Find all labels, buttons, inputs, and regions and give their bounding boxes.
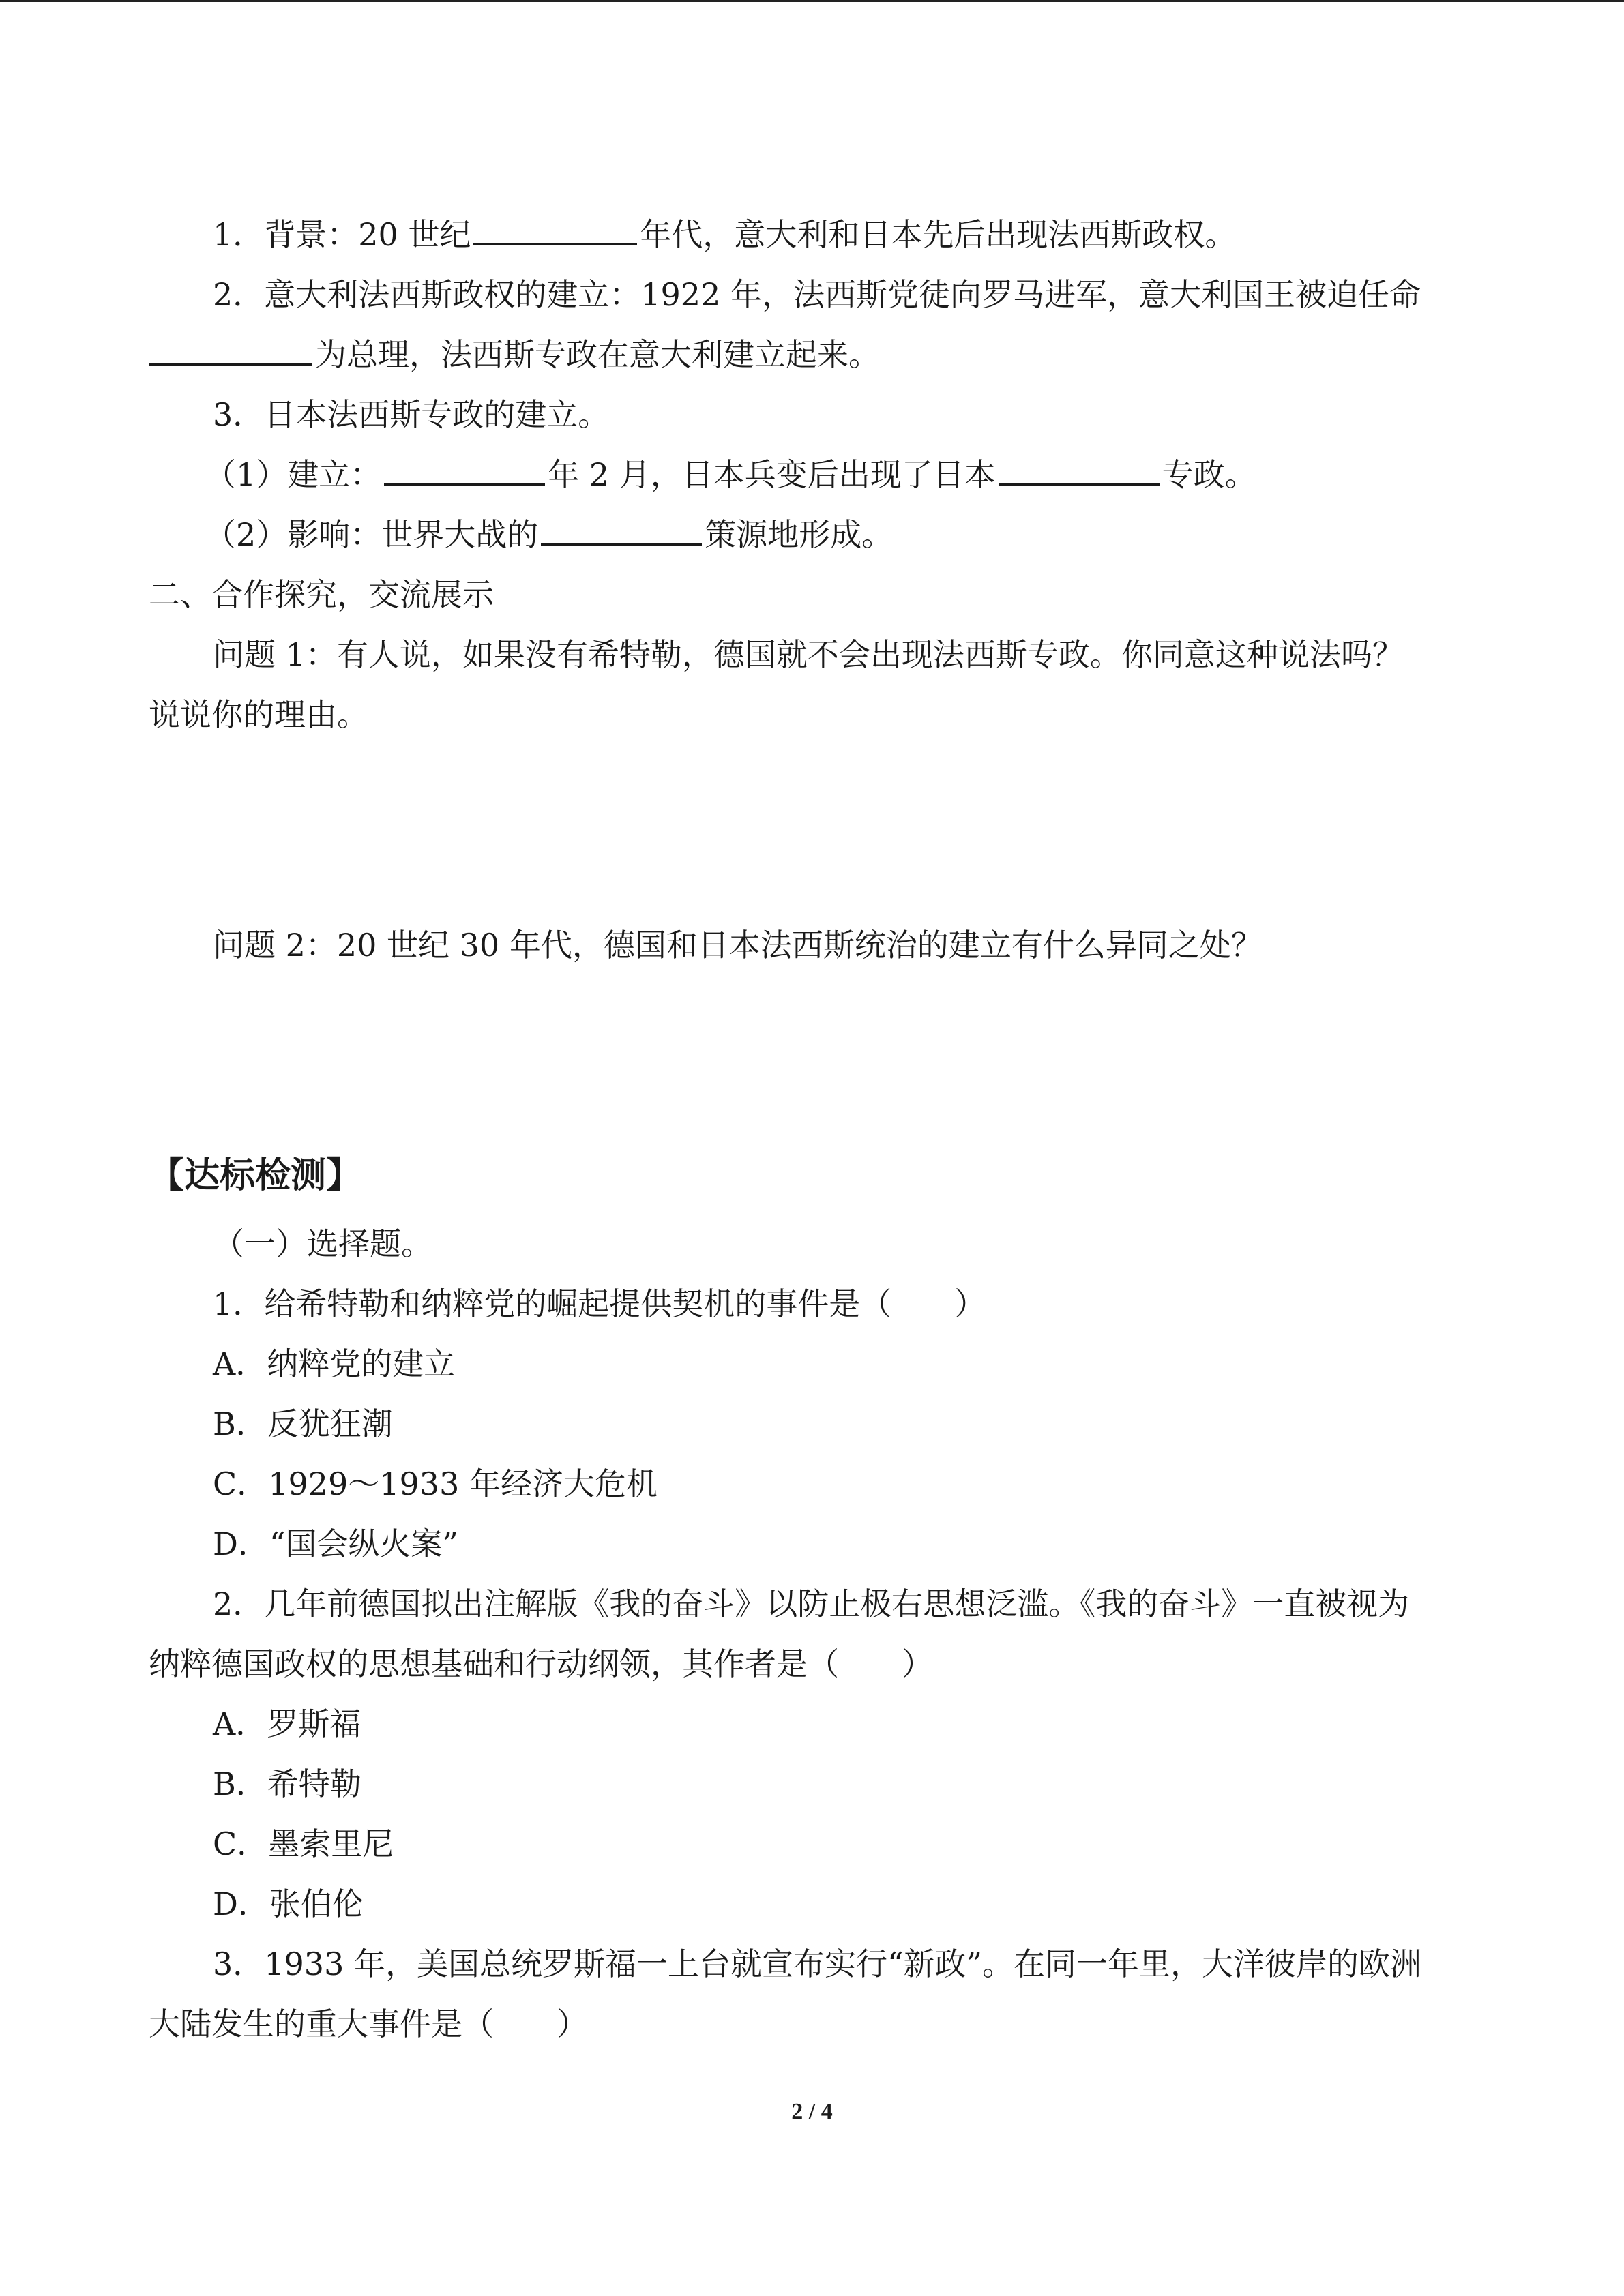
top-border-line <box>0 0 1624 2</box>
study-item-3-2 <box>149 505 1486 565</box>
mc1-stem-end: ） <box>954 1285 986 1322</box>
fill-blank[interactable] <box>473 213 637 245</box>
mc2-option-d: D．张伯伦 <box>213 1885 364 1922</box>
page-number: 2 / 4 <box>791 2099 833 2124</box>
mc1-option-c: C．1929～1933 年经济大危机 <box>213 1465 658 1502</box>
study-item-2-line2 <box>149 325 1486 385</box>
mc1-option-d: D．“国会纵火案” <box>213 1525 458 1562</box>
item2-suffix: 为总理，法西斯专政在意大利建立起来。 <box>315 336 880 373</box>
mc1-stem: 1．给希特勒和纳粹党的崛起提供契机的事件是（ <box>213 1285 892 1322</box>
cooperate-heading: 二、合作探究，交流展示 <box>149 576 494 613</box>
item3-1-middle: 年 2 月，日本兵变后出现了日本 <box>548 456 996 493</box>
mc-question-1 <box>149 1274 1486 1334</box>
answer-space[interactable] <box>149 975 1486 1132</box>
mc2-option-b: B．希特勒 <box>213 1765 361 1802</box>
mc2-stem-end: ） <box>902 1645 933 1682</box>
item1-prefix: 1．背景：20 世纪 <box>213 216 471 253</box>
question-1-line1: 问题 1：有人说，如果没有希特勒，德国就不会出现法西斯专政。你同意这种说法吗？ <box>213 636 1404 673</box>
mc2-stem: 纳粹德国政权的思想基础和行动纲领，其作者是（ <box>149 1645 839 1682</box>
study-item-3-1 <box>149 445 1486 505</box>
item3-2-prefix: （2）影响：世界大战的 <box>205 516 539 553</box>
mc-question-2-line1: 2．几年前德国拟出注解版《我的奋斗》以防止极右思想泛滥。《我的奋斗》一直被视为 <box>213 1585 1410 1622</box>
item1-suffix: 年代，意大利和日本先后出现法西斯政权。 <box>640 216 1237 253</box>
mc-question-3-line1: 3．1933 年，美国总统罗斯福一上台就宣布实行“新政”。在同一年里，大洋彼岸的欧洲 <box>213 1945 1421 1982</box>
mc1-option-a: A．纳粹党的建立 <box>213 1345 456 1382</box>
study-item-1 <box>149 205 1486 265</box>
study-item-3: 3．日本法西斯专政的建立。 <box>213 396 610 433</box>
question-1-line2: 说说你的理由。 <box>149 696 368 733</box>
mc2-option-c: C．墨索里尼 <box>213 1825 394 1862</box>
mc-question-2-line2 <box>149 1634 1486 1694</box>
mc-question-3-line2 <box>149 1994 1486 2054</box>
mc3-stem-end: ） <box>557 2006 588 2042</box>
fill-blank[interactable] <box>541 513 702 546</box>
mc3-stem: 大陆发生的重大事件是（ <box>149 2006 494 2042</box>
item3-1-prefix: （1）建立： <box>205 456 382 493</box>
item3-1-suffix: 专政。 <box>1162 456 1256 493</box>
study-item-2-line1: 2．意大利法西斯政权的建立：1922 年，法西斯党徒向罗马进军，意大利国王被迫任命 <box>213 276 1421 313</box>
fill-blank[interactable] <box>149 333 312 366</box>
fill-blank[interactable] <box>999 453 1160 486</box>
question-2: 问题 2：20 世纪 30 年代，德国和日本法西斯统治的建立有什么异同之处？ <box>213 927 1263 964</box>
section-title: 【达标检测】 <box>149 1155 362 1196</box>
test-subtitle: （一）选择题。 <box>213 1225 432 1262</box>
mc1-option-b: B．反犹狂潮 <box>213 1405 393 1442</box>
document-page <box>149 205 1486 2054</box>
answer-space[interactable] <box>149 745 1486 915</box>
fill-blank[interactable] <box>384 453 545 486</box>
item3-2-suffix: 策源地形成。 <box>705 516 894 553</box>
mc2-option-a: A．罗斯福 <box>213 1705 361 1742</box>
